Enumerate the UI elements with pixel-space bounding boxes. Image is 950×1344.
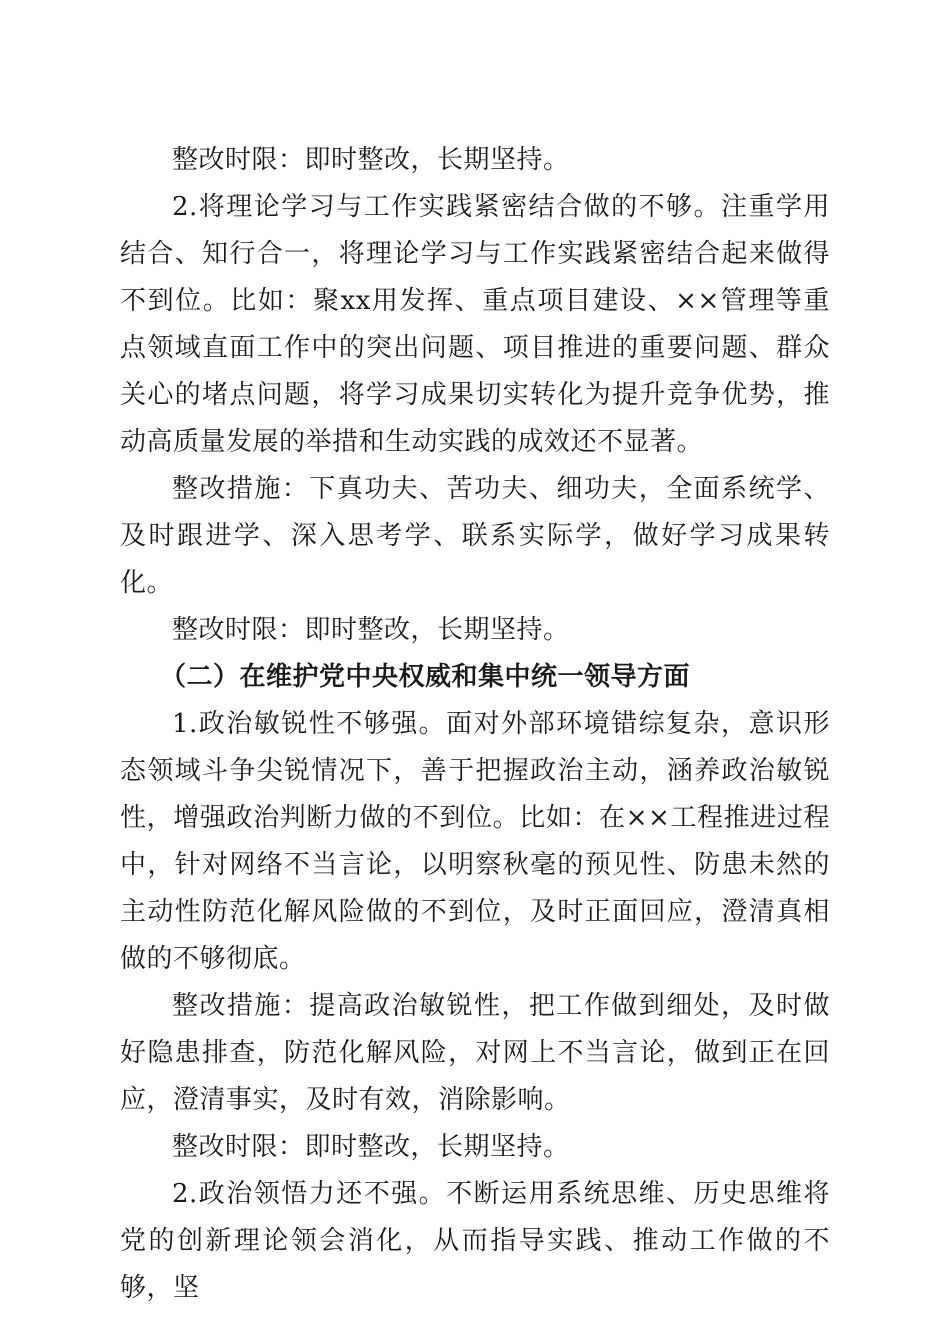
paragraph-measures-2: 整改措施：提高政治敏锐性，把工作做到细处，及时做好隐患排查，防范化解风险，对网上不当言论，做到正在回应，澄清事实，及时有效，消除影响。 xyxy=(120,991,830,1115)
paragraph-deadline-1: 整改时限：即时整改，长期坚持。 xyxy=(172,145,570,175)
paragraph-item-2-theory-practice: 2.将理论学习与工作实践紧密结合做的不够。注重学用结合、知行合一，将理论学习与工作实践紧密结合起来做得不到位。比如：聚xx用发挥、重点项目建设、××管理等重点领域直面工作中的突出问题、项目推进的重要问题、群众关心的堵点问题，将学习成果切实转化为提升竞争优势，推动高质量发展的举措和生动实践的成效还不显著。 xyxy=(120,192,830,457)
document-body xyxy=(120,137,830,1312)
paragraph-deadline-3: 整改时限：即时整改，长期坚持。 xyxy=(172,1132,570,1162)
paragraph-measures-1: 整改措施：下真功夫、苦功夫、细功夫，全面系统学、及时跟进学、深入思考学、联系实际学，做好学习成果转化。 xyxy=(120,474,830,598)
section-heading-2: （二）在维护党中央权威和集中统一领导方面 xyxy=(160,662,691,692)
paragraph-deadline-2: 整改时限：即时整改，长期坚持。 xyxy=(172,615,570,645)
paragraph-item-2-political-comprehension: 2.政治领悟力还不强。不断运用系统思维、历史思维将党的创新理论领会消化，从而指导实践、推动工作做的不够，坚 xyxy=(120,1179,830,1303)
paragraph-item-1-political-sensitivity: 1.政治敏锐性不够强。面对外部环境错综复杂，意识形态领域斗争尖锐情况下，善于把握政治主动，涵养政治敏锐性，增强政治判断力做的不到位。比如：在××工程推进过程中，针对网络不当言论，以明察秋毫的预见性、防患未然的主动性防范化解风险做的不到位，及时正面回应，澄清真相做的不够彻底。 xyxy=(120,709,830,974)
